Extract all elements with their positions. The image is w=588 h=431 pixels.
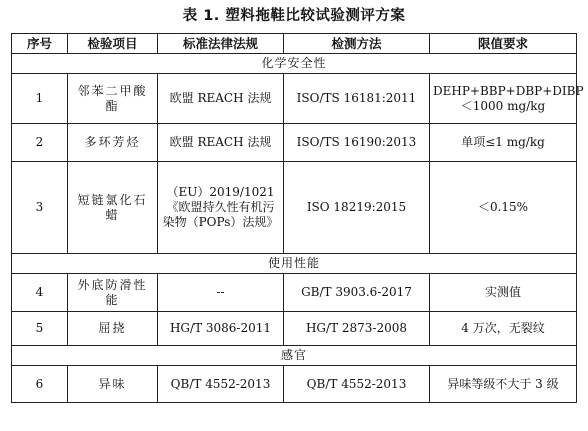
table-row [12, 74, 577, 124]
cell-limit: 异味等级不大于 3 级 [430, 366, 577, 403]
header-item: 检验项目 [68, 34, 158, 54]
cell-standard: 欧盟 REACH 法规 [158, 124, 284, 162]
cell-limit: DEHP+BBP+DBP+DIBP＜1000 mg/kg [430, 74, 577, 124]
cell-limit: 单项≤1 mg/kg [430, 124, 577, 162]
evaluation-table [11, 33, 584, 403]
table-title: 表 1. 塑料拖鞋比较试验测评方案 [182, 8, 406, 24]
section-label: 感官 [12, 346, 577, 366]
cell-method: GB/T 3903.6-2017 [284, 274, 430, 312]
cell-no: 6 [12, 366, 68, 403]
cell-limit: 实测值 [430, 274, 577, 312]
cell-method: ISO 18219:2015 [284, 162, 430, 254]
section-label: 使用性能 [12, 254, 577, 274]
table-row [12, 366, 577, 403]
cell-standard: QB/T 4552-2013 [158, 366, 284, 403]
cell-method: QB/T 4552-2013 [284, 366, 430, 403]
section-label: 化学安全性 [12, 54, 577, 74]
cell-no: 2 [12, 124, 68, 162]
cell-item: 外底防滑性能 [68, 274, 158, 312]
cell-item: 短链氯化石蜡 [68, 162, 158, 254]
table-row [12, 312, 577, 346]
cell-item: 邻苯二甲酸酯 [68, 74, 158, 124]
cell-method: ISO/TS 16181:2011 [284, 74, 430, 124]
cell-no: 5 [12, 312, 68, 346]
header-method: 检测方法 [284, 34, 430, 54]
cell-item: 多环芳烃 [68, 124, 158, 162]
section-row-chemical [12, 54, 577, 74]
table-row [12, 124, 577, 162]
cell-limit: ＜0.15% [430, 162, 577, 254]
cell-standard: 欧盟 REACH 法规 [158, 74, 284, 124]
table-row [12, 162, 577, 254]
table-row [12, 274, 577, 312]
cell-standard: -- [158, 274, 284, 312]
cell-no: 4 [12, 274, 68, 312]
header-limit: 限值要求 [430, 34, 577, 54]
cell-method: ISO/TS 16190:2013 [284, 124, 430, 162]
cell-limit: 4 万次，无裂纹 [430, 312, 577, 346]
header-no: 序号 [12, 34, 68, 54]
cell-item: 异味 [68, 366, 158, 403]
cell-no: 1 [12, 74, 68, 124]
header-row [12, 34, 577, 54]
cell-standard: （EU）2019/1021《欧盟持久性有机污染物（POPs）法规》 [158, 162, 284, 254]
cell-item: 屈挠 [68, 312, 158, 346]
header-standard: 标准法律法规 [158, 34, 284, 54]
cell-no: 3 [12, 162, 68, 254]
cell-standard: HG/T 3086-2011 [158, 312, 284, 346]
section-row-sensory [12, 346, 577, 366]
section-row-usage [12, 254, 577, 274]
cell-method: HG/T 2873-2008 [284, 312, 430, 346]
